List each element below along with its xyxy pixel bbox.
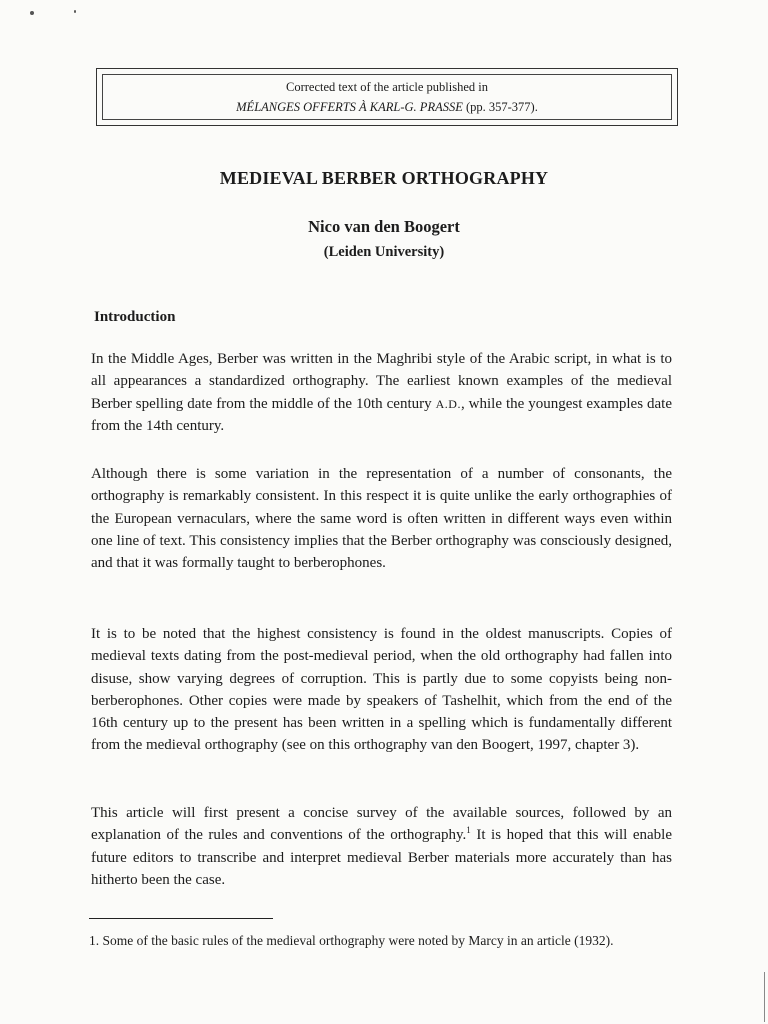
paragraph-1-text-end: , while the youngest examples date from the 14th century.	[91, 395, 672, 434]
scan-margin-line	[764, 972, 765, 1022]
paragraph-4-text: This article will first present a concise survey of the available sources, followed by an explanation of the rules and conventions of the orthography.	[91, 805, 672, 844]
author-affiliation: (Leiden University)	[323, 244, 445, 260]
paragraph-2: Although there is some variation in the representation of a number of consonants, the orthography is remarkably consistent. In this respect it is quite unlike the early orthographies of the European vernaculars, where the same word is often written in different ways even within one line of text. This consistency implies that the Berber orthography was consciously designed, and that it was formally taught to berberophones.	[91, 466, 672, 572]
author-name: Nico van den Boogert	[308, 217, 460, 236]
publication-title: MÉLANGES OFFERTS À KARL-G. PRASSE	[236, 100, 463, 114]
paragraph-4-text-end: It is hoped that this will enable future editors to transcribe and interpret medieval Berber materials more accurately than has hitherto been the case.	[91, 827, 673, 888]
paragraph-1-era: A.D.	[435, 396, 461, 411]
article-title: MEDIEVAL BERBER ORTHOGRAPHY	[219, 168, 549, 188]
paragraph-3: It is to be noted that the highest consistency is found in the oldest manuscripts. Copies of medieval texts dating from the post-medieval period, when the old orthography had fallen into disuse, show varying degrees of corruption. This is partly due to some copyists being non-berberophones. Other copies were made by speakers of Tashelhit, which from the end of the 16th century up to the present has been written in a spelling which is fundamentally different from the medieval orthography (see on this orthography van den Boogert, 1997, chapter 3).	[91, 626, 672, 754]
footnote-separator	[89, 918, 273, 919]
paragraph-1-text: In the Middle Ages, Berber was written in the Maghribi style of the Arabic script, in what is to all appearances a standardized orthography. The earliest known examples of the medieval Berber spelling date from the middle of the 10th century	[91, 351, 672, 412]
publication-notice-line2	[103, 97, 671, 117]
footnote-reference: 1	[466, 825, 471, 836]
scan-speck	[30, 11, 34, 15]
scan-speck	[74, 10, 76, 13]
publication-notice-line1: Corrected text of the article published in	[285, 80, 488, 94]
footnote: 1. Some of the basic rules of the medieval orthography were noted by Marcy in an article (1932).	[89, 933, 614, 948]
publication-pages: (pp. 357-377).	[462, 100, 538, 114]
publication-notice-box	[96, 68, 678, 126]
section-heading: Introduction	[94, 309, 176, 325]
paragraph-4	[91, 802, 672, 891]
paragraph-1	[91, 348, 672, 437]
